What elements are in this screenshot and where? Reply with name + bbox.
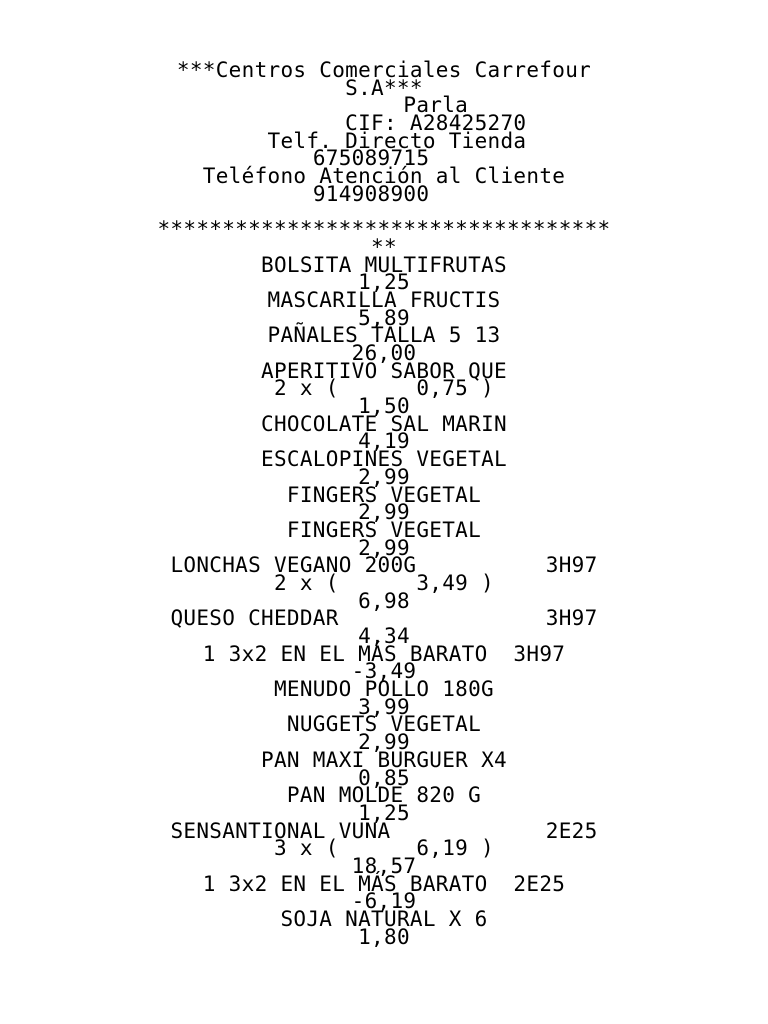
item-quantity: 2 x ( 3,49 ): [273, 570, 495, 595]
item-name: PAN MOLDE 820 G: [286, 783, 482, 808]
separator-line-end: **: [371, 234, 397, 259]
item-price: 2,99: [358, 535, 410, 560]
item-name: NUGGETS VEGETAL: [286, 712, 482, 737]
item-name: APERITIVO SABOR QUE: [261, 358, 507, 383]
item-price: 2,99: [358, 464, 410, 489]
item-price: 5,89: [358, 305, 410, 330]
receipt: [0, 58, 768, 949]
item-name: QUESO CHEDDAR 3H97: [170, 606, 598, 631]
store-phone: 675089715: [312, 146, 456, 171]
item-price: 1,25: [358, 800, 410, 825]
item-name: PAÑALES TALLA 5 13: [267, 323, 501, 348]
item-quantity: 2 x ( 0,75 ): [273, 376, 495, 401]
item-list: [0, 252, 768, 949]
store-name: Parla: [299, 93, 469, 118]
item-name: SENSANTIONAL VUNA 2E25: [170, 818, 598, 843]
item-name: CHOCOLATE SAL MARIN: [261, 411, 507, 436]
item-name: ESCALOPINES VEGETAL: [261, 447, 507, 472]
customer-care-phone: 914908900: [312, 181, 456, 206]
item-price: 6,98: [358, 588, 410, 613]
item-name: LONCHAS VEGANO 200G 3H97: [170, 553, 598, 578]
item-price: 18,57: [351, 853, 417, 878]
item-price: 1,50: [358, 394, 410, 419]
item-price: 1,80: [358, 924, 410, 949]
store-phone-label: Telf. Directo Tienda: [241, 128, 527, 153]
item-price: -3,49: [351, 659, 417, 684]
item-name: MASCARILLA FRUCTIS: [267, 287, 501, 312]
item-price: 2,99: [358, 500, 410, 525]
item-name: BOLSITA MULTIFRUTAS: [261, 252, 507, 277]
separator-line: ***********************************: [157, 217, 611, 242]
item-name: 1 3x2 EN EL MÁS BARATO 3H97: [202, 641, 566, 666]
item-name: FINGERS VEGETAL: [286, 482, 482, 507]
item-price: 0,85: [358, 765, 410, 790]
item-name: 1 3x2 EN EL MÁS BARATO 2E25: [202, 871, 566, 896]
item-price: 3,99: [358, 694, 410, 719]
customer-care-label: Teléfono Atención al Cliente: [202, 164, 566, 189]
company-name-suffix: S.A***: [345, 75, 423, 100]
item-price: 2,99: [358, 730, 410, 755]
item-price: 4,34: [358, 624, 410, 648]
item-name: SOJA NATURAL X 6: [280, 907, 488, 931]
company-name: ***Centros Comerciales Carrefour: [176, 58, 592, 82]
cif-number: CIF: A28425270: [241, 111, 527, 136]
item-price: 4,19: [358, 429, 410, 454]
item-price: 26,00: [351, 341, 417, 365]
item-price: 1,25: [358, 270, 410, 295]
item-price: -6,19: [351, 889, 417, 914]
item-name: PAN MAXI BURGUER X4: [261, 747, 507, 772]
item-quantity: 3 x ( 6,19 ): [273, 836, 495, 861]
item-name: FINGERS VEGETAL: [286, 517, 482, 542]
item-name: MENUDO POLLO 180G: [273, 677, 495, 702]
